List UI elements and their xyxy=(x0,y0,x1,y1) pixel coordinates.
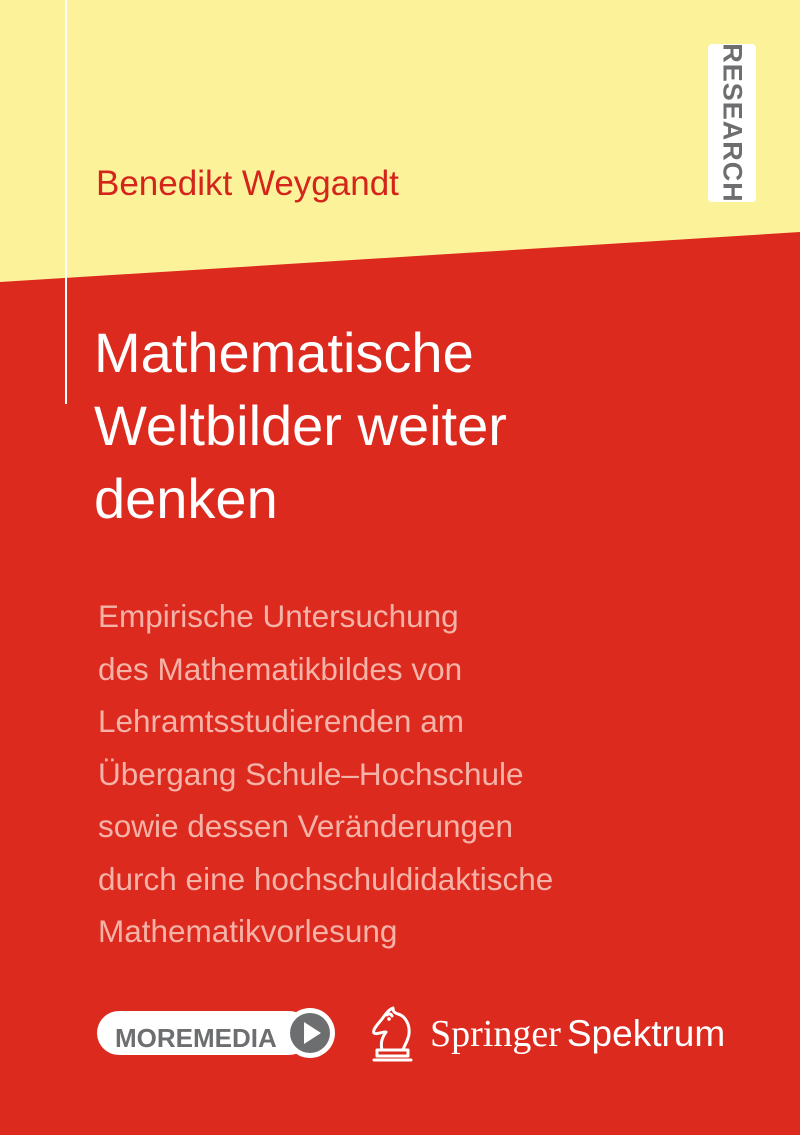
subtitle-line: des Mathematikbildes von xyxy=(98,650,463,687)
title-line: Mathematische xyxy=(94,321,474,384)
moremedia-badge[interactable] xyxy=(97,1006,338,1060)
play-icon xyxy=(283,1006,337,1060)
book-subtitle xyxy=(98,590,553,958)
subtitle-line: durch eine hochschuldidaktische xyxy=(98,860,554,897)
book-title xyxy=(94,316,507,535)
moremedia-pill xyxy=(97,1011,311,1055)
publisher-name: Springer xyxy=(430,1013,561,1055)
subtitle-line: Mathematikvorlesung xyxy=(98,913,398,949)
series-tab-label: RESEARCH xyxy=(717,43,748,203)
title-line: denken xyxy=(94,467,278,530)
subtitle-line: Empirische Untersuchung xyxy=(98,598,459,634)
publisher-logo xyxy=(430,1011,725,1057)
author-name: Benedikt Weygandt xyxy=(96,164,399,203)
title-line: Weltbilder weiter xyxy=(94,394,507,457)
publisher-imprint: Spektrum xyxy=(566,1013,726,1054)
subtitle-line: sowie dessen Veränderungen xyxy=(98,808,514,844)
springer-chess-knight-icon xyxy=(369,1004,415,1062)
subtitle-line: Übergang Schule–Hochschule xyxy=(98,755,524,792)
vertical-divider-line xyxy=(65,0,67,404)
moremedia-label: MOREMEDIA xyxy=(115,1023,277,1053)
subtitle-line: Lehramtsstudierenden am xyxy=(98,703,464,739)
